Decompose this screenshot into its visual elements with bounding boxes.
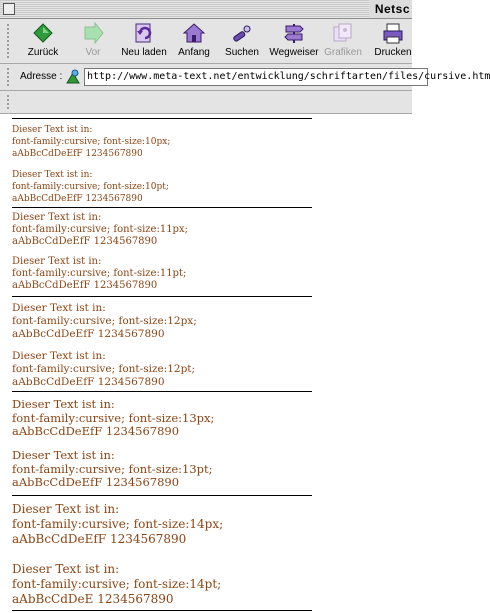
- sample-heading: Dieser Text ist in:: [12, 125, 93, 135]
- sample-heading: Dieser Text ist in:: [12, 448, 115, 462]
- sample-11px: [12, 212, 188, 248]
- reload-button[interactable]: [118, 21, 170, 58]
- search-button-label: Suchen: [225, 47, 259, 58]
- forward-button-label: Vor: [85, 47, 101, 58]
- horizontal-rule: [12, 610, 312, 611]
- print-button-label: Drucken: [374, 47, 412, 58]
- page-proxy-icon[interactable]: [64, 68, 82, 86]
- guide-button-label: Wegweiser: [269, 47, 319, 58]
- images-button-label: Grafiken: [324, 47, 362, 58]
- sample-13px: [12, 398, 214, 439]
- window-title: Netsc: [369, 0, 412, 18]
- sample-style: font-family:cursive; font-size:10px;: [12, 137, 171, 147]
- sample-alphabet: aAbBcCdDeEfF 1234567890: [12, 475, 180, 489]
- location-toolbar-grip[interactable]: [6, 67, 11, 87]
- sample-heading: Dieser Text ist in:: [12, 212, 102, 223]
- images-button[interactable]: [322, 21, 364, 58]
- page-content: [0, 114, 412, 613]
- navigation-toolbar: [0, 19, 412, 64]
- sample-alphabet: aAbBcCdDeEfF 1234567890: [12, 280, 158, 291]
- address-field[interactable]: http://www.meta-text.net/entwicklung/schriftarten/files/cursive.htm: [84, 68, 428, 86]
- forward-arrow-icon: [81, 21, 105, 45]
- sample-alphabet: aAbBcCdDeEfF 1234567890: [12, 424, 180, 438]
- horizontal-rule: [12, 207, 312, 208]
- back-arrow-icon: [31, 21, 55, 45]
- sample-style: font-family:cursive; font-size:13px;: [12, 410, 215, 425]
- sample-heading: Dieser Text ist in:: [12, 397, 115, 411]
- sample-alphabet: aAbBcCdDeEfF 1234567890: [12, 532, 187, 546]
- toolbar-grip[interactable]: [6, 23, 11, 59]
- reload-button-label: Neu laden: [121, 47, 167, 58]
- sample-heading: Dieser Text ist in:: [12, 170, 93, 180]
- reload-icon: [132, 21, 156, 45]
- sample-style: font-family:cursive; font-size:14px;: [12, 517, 224, 531]
- forward-button[interactable]: [74, 21, 112, 58]
- sample-13pt: [12, 449, 213, 490]
- sample-heading: Dieser Text ist in:: [12, 502, 120, 516]
- print-button[interactable]: [370, 21, 416, 58]
- sample-12pt: [12, 350, 195, 389]
- sample-style: font-family:cursive; font-size:13pt;: [12, 461, 213, 476]
- images-icon: [331, 21, 355, 45]
- print-icon: [381, 21, 405, 45]
- horizontal-rule: [12, 495, 312, 496]
- sample-14px: [12, 502, 223, 547]
- sample-style: font-family:cursive; font-size:11pt;: [12, 268, 187, 279]
- back-button-label: Zurück: [27, 47, 59, 58]
- home-icon: [182, 21, 206, 45]
- search-button[interactable]: [222, 21, 262, 58]
- sample-10px: [12, 124, 170, 160]
- home-button-label: Anfang: [178, 47, 210, 58]
- guide-button[interactable]: [268, 21, 320, 58]
- sample-alphabet: aAbBcCdDeEfF 1234567890: [12, 194, 143, 204]
- personal-toolbar: [0, 91, 412, 114]
- sample-14pt: [12, 562, 221, 607]
- horizontal-rule: [12, 296, 312, 297]
- sample-12px: [12, 302, 197, 341]
- search-icon: [230, 21, 254, 45]
- sample-style: font-family:cursive; font-size:10pt;: [12, 182, 169, 192]
- home-button[interactable]: [174, 21, 214, 58]
- sample-style: font-family:cursive; font-size:12px;: [12, 315, 197, 327]
- sample-heading: Dieser Text ist in:: [12, 562, 120, 576]
- sample-alphabet: aAbBcCdDeEfF 1234567890: [12, 328, 165, 340]
- location-toolbar: [0, 64, 490, 91]
- guide-icon: [282, 21, 306, 45]
- sample-style: font-family:cursive; font-size:14pt;: [12, 577, 222, 591]
- sample-style: font-family:cursive; font-size:12pt;: [12, 363, 196, 375]
- sample-10pt: [12, 169, 169, 205]
- sample-11pt: [12, 256, 186, 292]
- horizontal-rule: [12, 118, 312, 119]
- close-box[interactable]: [3, 3, 15, 15]
- title-bar: [0, 0, 412, 19]
- sample-alphabet: aAbBcCdDeEfF 1234567890: [12, 236, 158, 247]
- back-button[interactable]: [20, 21, 66, 58]
- sample-heading: Dieser Text ist in:: [12, 256, 102, 267]
- personal-toolbar-grip[interactable]: [6, 94, 11, 110]
- address-label: Adresse :: [20, 71, 63, 82]
- sample-style: font-family:cursive; font-size:11px;: [12, 224, 188, 235]
- horizontal-rule: [12, 391, 312, 392]
- sample-alphabet: aAbBcCdDeEfF 1234567890: [12, 376, 165, 388]
- sample-alphabet: aAbBcCdDeEfF 1234567890: [12, 149, 143, 159]
- sample-alphabet: aAbBcCdDeE 1234567890: [12, 592, 174, 606]
- sample-heading: Dieser Text ist in:: [12, 350, 106, 362]
- sample-heading: Dieser Text ist in:: [12, 302, 106, 314]
